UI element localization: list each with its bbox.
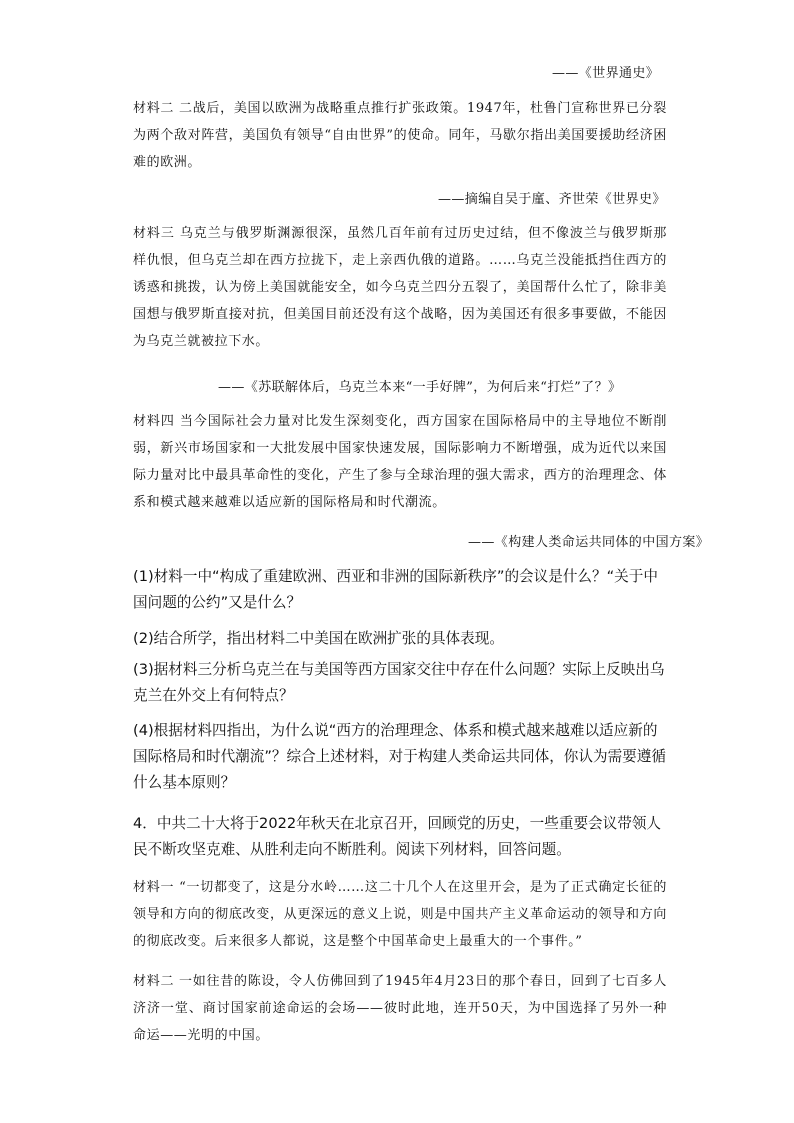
question-3: (3)据材料三分析乌克兰在与美国等西方国家交往中存在什么问题？实际上反映出乌克兰在外交上有何特点？ xyxy=(133,661,665,704)
problem-4-material-2-label: 材料二 xyxy=(133,974,175,989)
material-2-text: 二战后，美国以欧洲为战略重点推行扩张政策。1947年，杜鲁门宣称世界已分裂为两个敌对阵营，美国负有领导“自由世界”的使命。同年，马歇尔指出美国要援助经济困难的欧洲。 xyxy=(133,101,667,170)
material-4-label: 材料四 xyxy=(133,414,175,429)
material-4-text: 当今国际社会力量对比发生深刻变化，西方国家在国际格局中的主导地位不断削弱，新兴市场国家和一大批发展中国家快速发展，国际影响力不断增强，成为近代以来国际力量对比中最具革命性的变化，产生了参与全球治理的强大需求，西方的治理理念、体系和模式越来越难以适应新的国际格局和时代潮流。 xyxy=(133,414,667,510)
material-2 xyxy=(133,95,667,176)
material-3-source: ——《苏联解体后，乌克兰本来“一手好牌”，为何后来“打烂”了？》 xyxy=(218,380,622,395)
problem-4-stem: 4．中共二十大将于2022年秋天在北京召开，回顾党的历史，一些重要会议带领人民不断攻坚克难、从胜利走向不断胜利。阅读下列材料，回答问题。 xyxy=(133,815,662,858)
question-2: (2)结合所学，指出材料二中美国在欧洲扩张的具体表现。 xyxy=(133,630,504,647)
material-1-source: ——《世界通史》 xyxy=(552,66,660,81)
material-3 xyxy=(133,220,667,355)
material-4 xyxy=(133,408,667,516)
problem-4-material-2 xyxy=(133,968,667,1049)
problem-4-material-2-text: 一如往昔的陈设，令人仿佛回到了1945年4月23日的那个春日，回到了七百多人济济一堂、商讨国家前途命运的会场——彼时此地，连开50天，为中国选择了另外一种命运——光明的中国。 xyxy=(133,974,667,1043)
material-3-label: 材料三 xyxy=(133,226,175,241)
question-1: (1)材料一中“构成了重建欧洲、西亚和非洲的国际新秩序”的会议是什么？“关于中国问题的公约”又是什么？ xyxy=(133,568,658,611)
material-3-text: 乌克兰与俄罗斯渊源很深，虽然几百年前有过历史过结，但不像波兰与俄罗斯那样仇恨，但乌克兰却在西方拉拢下，走上亲西仇俄的道路。……乌克兰没能抵挡住西方的诱惑和挑拨，认为傍上美国就能安全，如今乌克兰四分五裂了，美国帮什么忙了，除非美国想与俄罗斯直接对抗，但美国目前还没有这个战略，因为美国还有很多事要做，不能因为乌克兰就被拉下水。 xyxy=(133,226,667,349)
problem-4-material-1-label: 材料一 xyxy=(133,880,175,895)
question-4: (4)根据材料四指出，为什么说“西方的治理理念、体系和模式越来越难以适应新的国际格局和时代潮流”？综合上述材料，对于构建人类命运共同体，你认为需要遵循什么基本原则？ xyxy=(133,722,666,791)
material-2-source: ——摘编自吴于廑、齐世荣《世界史》 xyxy=(438,192,666,207)
problem-4-material-1-text: “一切都变了，这是分水岭……这二十几个人在这里开会，是为了正式确定长征的领导和方向的彻底改变，从更深远的意义上说，则是中国共产主义革命运动的领导和方向的彻底改变。后来很多人都说，这是整个中国革命史上最重大的一个事件。” xyxy=(133,880,667,949)
problem-4-material-1 xyxy=(133,874,667,955)
material-2-label: 材料二 xyxy=(133,101,175,116)
material-4-source: ——《构建人类命运共同体的中国方案》 xyxy=(468,535,710,550)
